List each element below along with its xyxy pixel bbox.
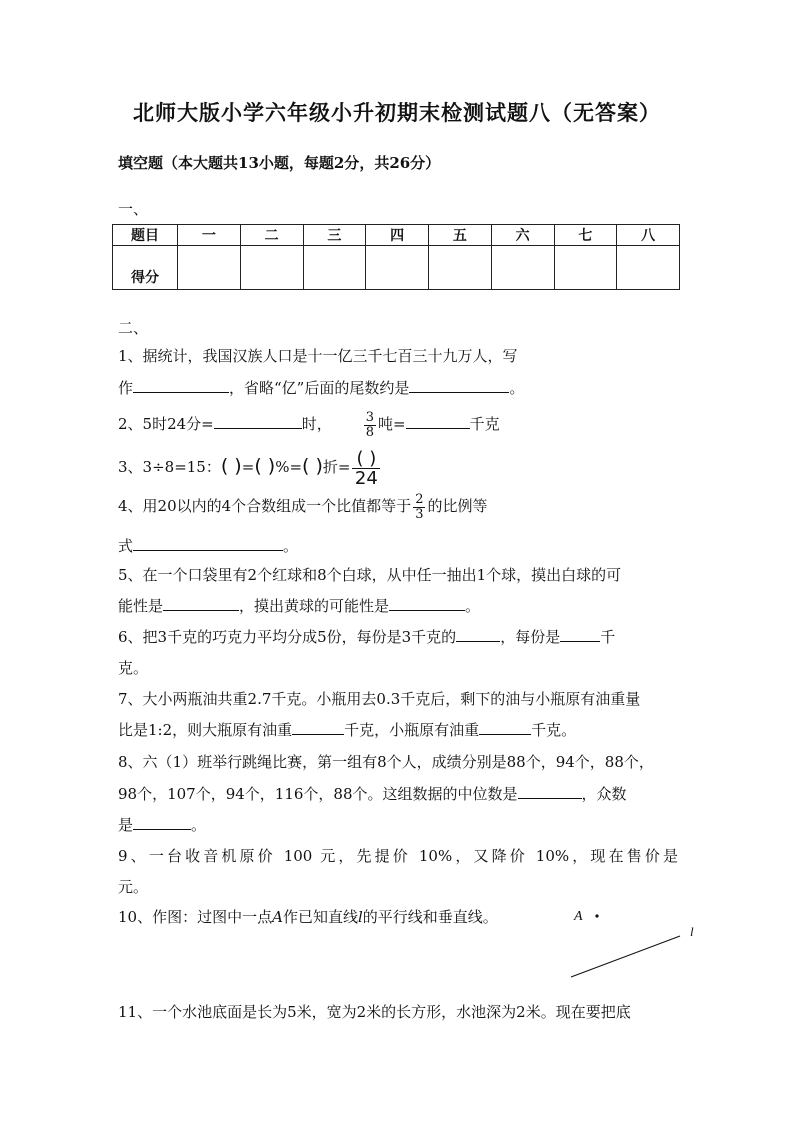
q1-blank-write[interactable]	[133, 378, 229, 393]
page-title: 北师大版小学六年级小升初期末检测试题八（无答案）	[133, 100, 661, 125]
q4-text-a: 4、用20以内的4个合数组成一个比值都等于	[118, 497, 412, 515]
q3-text-a: 3、3÷8=15：	[118, 458, 221, 476]
q8-text-a: 98个，107个，94个，116个，88个。这组数据的中位数是	[118, 785, 518, 803]
score-table-col-8: 八	[617, 225, 680, 246]
q10-text-c: 的平行线和垂直线。	[362, 908, 498, 926]
q11-line1: 11、一个水池底面是长为5米，宽为2米的长方形，水池深为2米。现在要把底	[118, 1003, 631, 1021]
q3-pct: %=	[275, 458, 303, 476]
score-table-col-5: 五	[429, 225, 492, 246]
score-table-col-2: 二	[240, 225, 303, 246]
section-header: 填空题（本大题共13小题，每题2分，共26分）	[118, 154, 441, 172]
q10-figure	[560, 900, 700, 985]
q4-blank-proportion[interactable]	[133, 536, 283, 551]
score-table-header-row	[113, 225, 680, 246]
q1-line2	[118, 378, 524, 398]
q7-text-a: 比是1:2，则大瓶原有油重	[118, 721, 293, 739]
q3-blank-numerator[interactable]: ( )	[352, 449, 380, 469]
q2-text-a: 2、5时24分=	[118, 415, 214, 433]
q4-line2-text-b: 。	[283, 537, 299, 555]
q3-blank-ratio[interactable]: ( )	[220, 455, 242, 477]
score-table	[112, 224, 680, 290]
q7-text-c: 千克。	[531, 721, 577, 739]
q4-line2	[118, 536, 298, 556]
score-cell[interactable]	[429, 246, 492, 290]
score-table-col-3: 三	[303, 225, 366, 246]
q6-blank-kg[interactable]	[560, 627, 600, 642]
q8-blank-mode[interactable]	[133, 815, 191, 830]
q8-line3	[118, 815, 206, 835]
q2-text-b: 时，	[301, 415, 332, 433]
q5-line2	[118, 596, 480, 616]
q6-line1	[118, 627, 615, 647]
score-cell[interactable]	[366, 246, 429, 290]
q4-line1	[118, 488, 487, 524]
score-table-col-7: 七	[554, 225, 617, 246]
score-table-col-6: 六	[491, 225, 554, 246]
score-cell[interactable]	[491, 246, 554, 290]
q7-blank-large[interactable]	[292, 720, 344, 735]
q1-blank-approx[interactable]	[409, 378, 509, 393]
score-cell[interactable]	[178, 246, 241, 290]
q6-blank-fraction[interactable]	[456, 627, 500, 642]
score-table-label-score: 得分	[113, 246, 178, 290]
score-table-col-4: 四	[366, 225, 429, 246]
q5-text-b: ，摸出黄球的可能性是	[239, 597, 390, 615]
figure-point-a	[595, 914, 598, 917]
q10-point-label: A	[272, 908, 283, 926]
q10-text-b: 作已知直线	[282, 908, 358, 926]
score-cell[interactable]	[554, 246, 617, 290]
q4-fraction: $\frac{2}{3}$	[415, 491, 424, 522]
q3-eq: =	[241, 458, 255, 476]
q1-line1: 1、据统计，我国汉族人口是十一亿三千七百三十九万人，写	[118, 347, 518, 365]
q3-fraction: $\frac{( )}{24}$	[352, 449, 380, 488]
q7-line2	[118, 720, 576, 740]
q3-zhe: 折=	[322, 458, 351, 476]
q10-line-label: l	[357, 908, 363, 926]
q3-blank-percent[interactable]: ( )	[254, 455, 276, 477]
q6-line2: 克。	[118, 659, 149, 677]
q8-blank-median[interactable]	[518, 784, 582, 799]
q3-blank-discount[interactable]: ( )	[302, 455, 323, 477]
score-cell[interactable]	[240, 246, 303, 290]
q10-line	[118, 907, 498, 927]
q7-line1: 7、大小两瓶油共重2.7千克。小瓶用去0.3千克后，剩下的油与小瓶原有油重量	[118, 690, 641, 708]
q6-text-b: ，每份是	[500, 628, 561, 646]
q8-line1: 8、六（1）班举行跳绳比赛，第一组有8个人，成绩分别是88个，94个，88个，	[118, 753, 654, 771]
score-cell[interactable]	[617, 246, 680, 290]
q5-blank-yellow[interactable]	[389, 596, 465, 611]
q7-blank-small[interactable]	[479, 720, 531, 735]
q1-text-b: ，省略“亿”后面的尾数约是	[229, 379, 410, 397]
q2-line	[118, 406, 500, 442]
q2-text-c: 吨=	[378, 415, 406, 433]
part-two-label: 二、	[118, 319, 149, 337]
q2-blank-hours[interactable]	[214, 414, 302, 429]
q1-text-c: 。	[509, 379, 525, 397]
q8-line2	[118, 784, 627, 804]
q9-line2: 元。	[118, 878, 149, 896]
q8-line3-text-b: 。	[191, 816, 207, 834]
q4-text-b: 的比例等	[427, 497, 488, 515]
figure-line-l-label: l	[690, 924, 694, 939]
q5-line1: 5、在一个口袋里有2个红球和8个白球，从中任一抽出1个球，摸出白球的可	[118, 566, 622, 584]
q5-blank-white[interactable]	[163, 596, 239, 611]
q8-text-b: ，众数	[581, 785, 627, 803]
q5-text-a: 能性是	[118, 597, 164, 615]
q5-text-c: 。	[465, 597, 481, 615]
figure-line-l	[571, 936, 680, 977]
q6-text-c: 千	[600, 628, 616, 646]
score-table-col-1: 一	[178, 225, 241, 246]
q6-text-a: 6、把3千克的巧克力平均分成5份，每份是3千克的	[118, 628, 457, 646]
q4-line2-text-a: 式	[118, 537, 134, 555]
q3-line	[118, 446, 382, 488]
score-table-score-row	[113, 246, 680, 290]
score-table-label-question: 题目	[113, 225, 178, 246]
q9-line1: 9、一台收音机原价 100 元，先提价 10%，又降价 10%，现在售价是	[118, 847, 678, 865]
part-one-label: 一、	[118, 200, 149, 218]
q2-fraction: $\frac{3}{8}$	[365, 409, 375, 440]
q8-line3-text-a: 是	[118, 816, 134, 834]
q10-text-a: 10、作图：过图中一点	[118, 908, 273, 926]
q1-text-a: 作	[118, 379, 134, 397]
score-cell[interactable]	[303, 246, 366, 290]
q7-text-b: 千克，小瓶原有油重	[344, 721, 480, 739]
figure-point-a-label: A	[574, 909, 583, 924]
q2-blank-kg[interactable]	[406, 414, 470, 429]
q2-text-d: 千克	[469, 415, 500, 433]
